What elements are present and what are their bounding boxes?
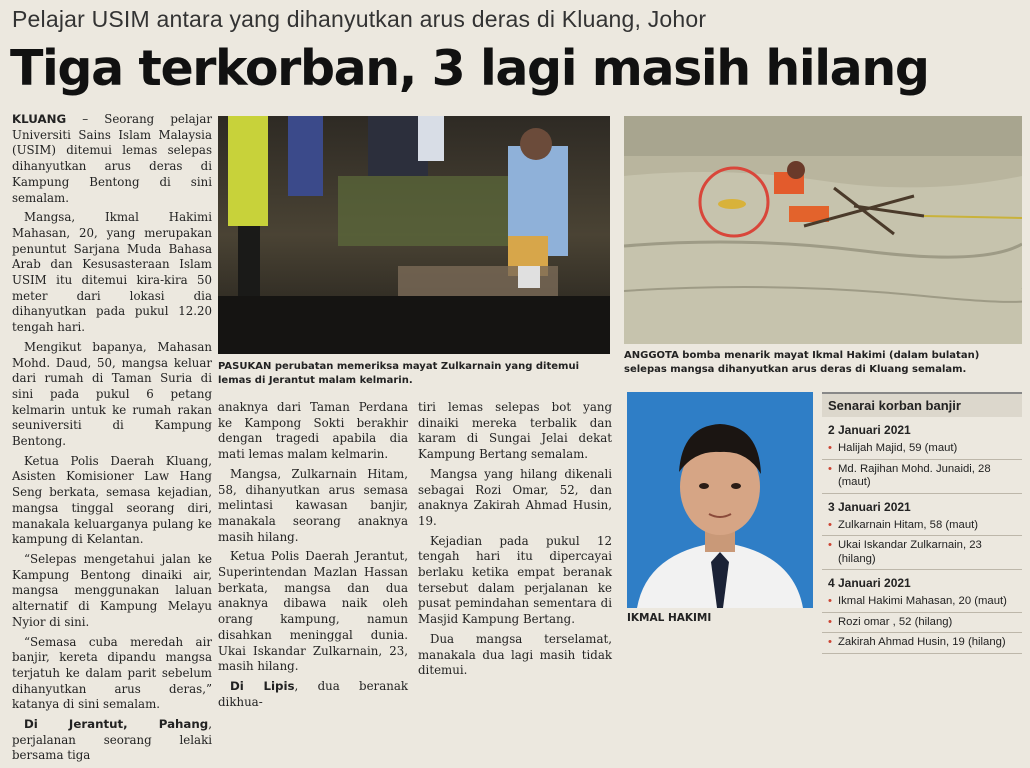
victim-item: • Rozi omar , 52 (hilang): [822, 613, 1022, 634]
victim-item: • Ukai Iskandar Zulkarnain, 23 (hilang): [822, 536, 1022, 570]
victim-list-title: Senarai korban banjir: [822, 392, 1022, 417]
paragraph: tiri lemas selepas bot yang dinaiki mereka terbalik dan karam di Sungai Jelai dekat Kampung Bertang semalam.: [418, 400, 612, 462]
caption-photo-2: ANGGOTA bomba menarik mayat Ikmal Hakimi (dalam bulatan) selepas mangsa dihanyutkan arus deras di Kluang semalam.: [624, 350, 980, 375]
paragraph: Mangsa, Zulkarnain Hitam, 58, dihanyutkan arus semasa melintasi kawasan banjir, manakala seorang anaknya masih hilang.: [218, 466, 408, 544]
paragraph: Di Jerantut, Pahang, perjalanan seorang lelaki bersama tiga: [12, 717, 212, 763]
main-headline: Tiga terkorban, 3 lagi masih hilang: [10, 40, 929, 97]
portrait-caption: IKMAL HAKIMI: [627, 612, 712, 624]
subdateline: Di Lipis: [230, 678, 295, 693]
paragraph: Mengikut bapanya, Mahasan Mohd. Daud, 50, mangsa keluar dari rumah di Taman Suria di sini pada pukul 6 petang kelmarin untuk ke rumah rakan seuniversiti di Kampung Bentong.: [12, 339, 212, 449]
paragraph: Mangsa, Ikmal Hakimi Mahasan, 20, yang merupakan penuntut Sarjana Muda Bahasa Arab dan Kesusasteraan Islam USIM itu ditemui kira-kira 50 meter dari lokasi dia dihanyutkan pada pukul 12.20 tengah hari.: [12, 210, 212, 335]
paragraph: anaknya dari Taman Perdana ke Kampong Sokti berakhir dengan tragedi apabila dia mati lemas malam kelmarin.: [218, 400, 408, 462]
victim-item: • Zakirah Ahmad Husin, 19 (hilang): [822, 633, 1022, 654]
photo-night-rescue: [218, 116, 610, 354]
paragraph: “Semasa cuba meredah air banjir, kereta dipandu mangsa terjatuh ke dalam parit sebelum dihanyutkan arus deras,” katanya di sini semalam.: [12, 634, 212, 712]
victim-date: 4 Januari 2021: [828, 576, 911, 590]
paragraph: Ketua Polis Daerah Jerantut, Superintendan Mazlan Hassan berkata, mangsa dan dua anaknya dibawa naik oleh orang kampung, namun disahkan meninggal dunia. Ukai Iskandar Zulkarnain, 23, masih hilang.: [218, 549, 408, 674]
subdateline: Di Jerantut, Pahang: [24, 717, 209, 732]
dateline: KLUANG: [12, 112, 67, 126]
paragraph: Kejadian pada pukul 12 tengah hari itu dipercayai berlaku ketika empat beranak tersebut dalam perjalanan ke pusat pemindahan sementara di Masjid Kampung Bertang.: [418, 533, 612, 627]
paragraph: Mangsa yang hilang dikenali sebagai Rozi Omar, 52, dan anaknya Zakirah Ahmad Husin, 19.: [418, 466, 612, 528]
victim-date: 2 Januari 2021: [828, 423, 911, 437]
article-column-3: [418, 400, 612, 683]
paragraph: KLUANG – Seorang pelajar Universiti Sains Islam Malaysia (USIM) ditemui lemas selepas dihanyutkan arus deras di Kampung Bentong di sini semalam.: [12, 112, 212, 205]
paragraph: Ketua Polis Daerah Kluang, Asisten Komisioner Law Hang Seng berkata, semasa kejadian, mangsa tinggal seorang diri, manakala keluarganya pulang ke kampung di Kelantan.: [12, 453, 212, 547]
article-column-2: [218, 400, 408, 714]
photo-flood-water: [624, 116, 1022, 344]
victim-item: • Md. Rajihan Mohd. Junaidi, 28 (maut): [822, 460, 1022, 494]
victim-item: • Zulkarnain Hitam, 58 (maut): [822, 516, 1022, 537]
victim-list-box: [822, 392, 1022, 648]
paragraph: Di Lipis, dua beranak dikhua-: [218, 678, 409, 709]
portrait-photo: [627, 392, 813, 608]
victim-item: • Halijah Majid, 59 (maut): [822, 439, 1022, 460]
victim-date: 3 Januari 2021: [828, 499, 911, 514]
article-column-1: [12, 112, 212, 768]
paragraph: “Selepas mengetahui jalan ke Kampung Bentong dinaiki air, mangsa menggunakan laluan alternatif di Kampung Melayu Nyior di sini.: [12, 551, 212, 629]
paragraph: Dua mangsa terselamat, manakala dua lagi masih tidak ditemui.: [418, 631, 612, 678]
caption-photo-1: PASUKAN perubatan memeriksa mayat Zulkarnain yang ditemui lemas di Jerantut malam kelmarin.: [218, 361, 579, 386]
victim-item: • Ikmal Hakimi Mahasan, 20 (maut): [822, 592, 1022, 613]
kicker-headline: Pelajar USIM antara yang dihanyutkan arus deras di Kluang, Johor: [12, 6, 707, 32]
